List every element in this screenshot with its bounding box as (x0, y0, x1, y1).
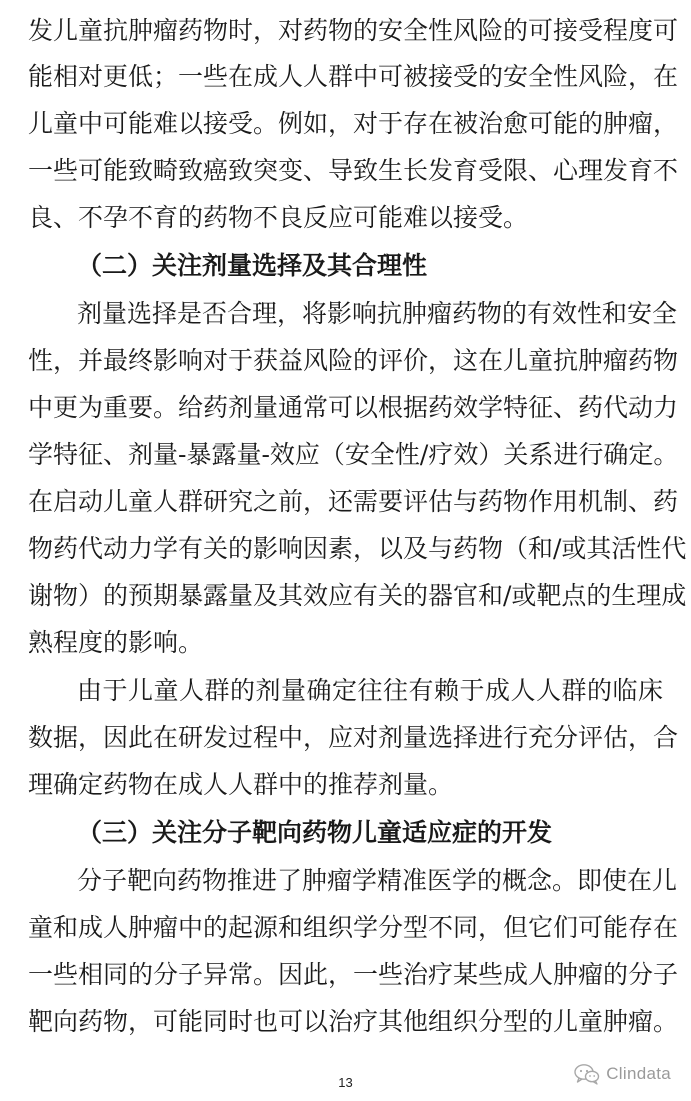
paragraph-line: 一些可能致畸致癌致突变、导致生长发育受限、心理发育不 (28, 156, 679, 185)
paragraph-line: 一些相同的分子异常。因此，一些治疗某些成人肿瘤的分子 (28, 960, 679, 989)
paragraph-line: 学特征、剂量-暴露量-效应（安全性/疗效）关系进行确定。 (28, 440, 679, 469)
paragraph-line: 性，并最终影响对于获益风险的评价，这在儿童抗肿瘤药物 (28, 346, 679, 375)
paragraph-line: 发儿童抗肿瘤药物时，对药物的安全性风险的可接受程度可 (28, 16, 679, 45)
paragraph-line: 中更为重要。给药剂量通常可以根据药效学特征、药代动力 (28, 393, 679, 422)
wechat-icon (574, 1063, 600, 1085)
paragraph-line: 在启动儿童人群研究之前，还需要评估与药物作用机制、药 (28, 487, 679, 516)
watermark (574, 1062, 671, 1086)
paragraph-line: 靶向药物，可能同时也可以治疗其他组织分型的儿童肿瘤。 (28, 1007, 679, 1036)
page-number: 13 (338, 1075, 353, 1090)
paragraph-line: 剂量选择是否合理，将影响抗肿瘤药物的有效性和安全 (77, 299, 678, 328)
watermark-text: Clindata (606, 1064, 671, 1083)
paragraph-line: 能相对更低；一些在成人人群中可被接受的安全性风险，在 (28, 62, 679, 91)
paragraph-line: 由于儿童人群的剂量确定往往有赖于成人人群的临床 (77, 676, 663, 705)
paragraph-line: 熟程度的影响。 (28, 628, 204, 657)
paragraph-line: 物药代动力学有关的影响因素，以及与药物（和/或其活性代 (28, 534, 687, 563)
section-heading-3: （三）关注分子靶向药物儿童适应症的开发 (77, 818, 553, 847)
section-heading-2: （二）关注剂量选择及其合理性 (77, 251, 428, 280)
paragraph-line: 数据，因此在研发过程中，应对剂量选择进行充分评估，合 (28, 723, 679, 752)
paragraph-line: 良、不孕不育的药物不良反应可能难以接受。 (28, 203, 529, 232)
paragraph-line: 分子靶向药物推进了肿瘤学精准医学的概念。即使在儿 (77, 866, 678, 895)
paragraph-line: 谢物）的预期暴露量及其效应有关的器官和/或靶点的生理成 (28, 581, 687, 610)
paragraph-line: 理确定药物在成人人群中的推荐剂量。 (28, 770, 454, 799)
paragraph-line: 童和成人肿瘤中的起源和组织学分型不同，但它们可能存在 (28, 913, 679, 942)
paragraph-line: 儿童中可能难以接受。例如，对于存在被治愈可能的肿瘤， (28, 109, 679, 138)
